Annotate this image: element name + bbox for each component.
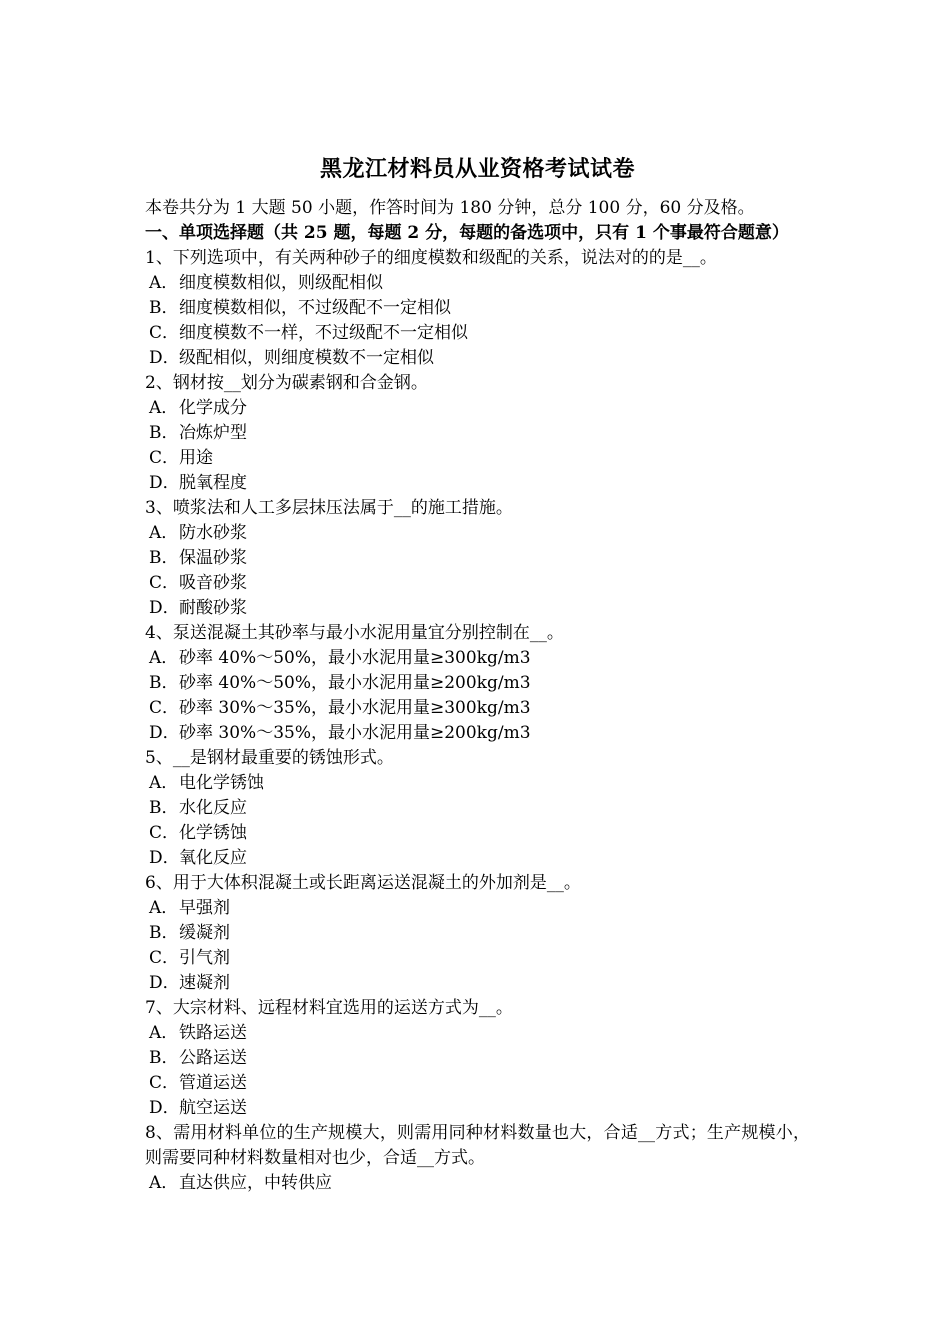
option-text: 速凝剂	[179, 973, 230, 993]
option-text: 化学锈蚀	[179, 823, 247, 843]
answer-option	[145, 421, 810, 446]
option-letter: B．	[149, 548, 179, 568]
answer-option	[145, 896, 810, 921]
option-letter: A．	[149, 648, 179, 668]
question-stem: 8、需用材料单位的生产规模大，则需用同种材料数量也大，合适__方式；生产规模小，则需要同种材料数量相对也少，合适__方式。	[145, 1123, 810, 1168]
question-stem: 7、大宗材料、远程材料宜选用的运送方式为__。	[145, 998, 513, 1018]
answer-option	[145, 796, 810, 821]
question-stem: 6、用于大体积混凝土或长距离运送混凝土的外加剂是__。	[145, 873, 581, 893]
answer-option	[145, 346, 810, 371]
question-item	[145, 871, 810, 996]
option-text: 电化学锈蚀	[179, 773, 264, 793]
option-letter: C．	[149, 573, 180, 593]
answer-option	[145, 671, 810, 696]
answer-option	[145, 821, 810, 846]
option-text: 脱氧程度	[179, 473, 247, 493]
answer-option	[145, 1046, 810, 1071]
option-text: 航空运送	[179, 1098, 247, 1118]
option-letter: B．	[149, 298, 179, 318]
question-item	[145, 496, 810, 621]
option-letter: B．	[149, 423, 179, 443]
option-letter: C．	[149, 1073, 180, 1093]
answer-option	[145, 446, 810, 471]
answer-option	[145, 946, 810, 971]
exam-intro: 本卷共分为 1 大题 50 小题，作答时间为 180 分钟，总分 100 分，60 分及格。	[145, 198, 755, 218]
option-text: 缓凝剂	[179, 923, 230, 943]
answer-option	[145, 1071, 810, 1096]
option-letter: C．	[149, 448, 180, 468]
question-item	[145, 746, 810, 871]
answer-option	[145, 971, 810, 996]
option-text: 级配相似，则细度模数不一定相似	[179, 348, 434, 368]
question-item	[145, 621, 810, 746]
answer-option	[145, 771, 810, 796]
question-stem: 1、下列选项中，有关两种砂子的细度模数和级配的关系，说法对的的是__。	[145, 248, 717, 268]
answer-option	[145, 1096, 810, 1121]
option-text: 用途	[179, 448, 213, 468]
question-item	[145, 371, 810, 496]
option-text: 吸音砂浆	[179, 573, 247, 593]
answer-option	[145, 1021, 810, 1046]
option-letter: B．	[149, 1048, 179, 1068]
question-item	[145, 246, 810, 371]
answer-option	[145, 1171, 810, 1196]
option-text: 保温砂浆	[179, 548, 247, 568]
option-letter: A．	[149, 523, 179, 543]
option-text: 管道运送	[179, 1073, 247, 1093]
option-text: 早强剂	[179, 898, 230, 918]
question-stem: 5、__是钢材最重要的锈蚀形式。	[145, 748, 394, 768]
answer-option	[145, 721, 810, 746]
option-letter: A．	[149, 898, 179, 918]
option-letter: C．	[149, 323, 180, 343]
option-text: 冶炼炉型	[179, 423, 247, 443]
document-title: 黑龙江材料员从业资格考试试卷	[319, 156, 635, 182]
answer-option	[145, 471, 810, 496]
option-text: 防水砂浆	[179, 523, 247, 543]
answer-option	[145, 921, 810, 946]
answer-option	[145, 646, 810, 671]
option-letter: C．	[149, 698, 180, 718]
question-stem: 4、泵送混凝土其砂率与最小水泥用量宜分别控制在__。	[145, 623, 564, 643]
option-letter: D．	[149, 848, 180, 868]
option-text: 细度模数相似，不过级配不一定相似	[179, 298, 451, 318]
option-letter: D．	[149, 473, 180, 493]
option-letter: A．	[149, 1173, 179, 1193]
answer-option	[145, 271, 810, 296]
option-text: 直达供应，中转供应	[179, 1173, 332, 1193]
option-text: 砂率 30%～35%，最小水泥用量≥300kg/m3	[179, 698, 531, 718]
option-letter: A．	[149, 773, 179, 793]
question-stem: 3、喷浆法和人工多层抹压法属于__的施工措施。	[145, 498, 513, 518]
option-letter: A．	[149, 398, 179, 418]
option-text: 细度模数相似，则级配相似	[179, 273, 383, 293]
question-item	[145, 996, 810, 1121]
question-list	[145, 246, 810, 1196]
document-content	[145, 150, 810, 1196]
answer-option	[145, 846, 810, 871]
option-letter: A．	[149, 1023, 179, 1043]
option-letter: D．	[149, 348, 180, 368]
option-letter: B．	[149, 673, 179, 693]
answer-option	[145, 596, 810, 621]
option-text: 砂率 40%～50%，最小水泥用量≥200kg/m3	[179, 673, 531, 693]
option-letter: A．	[149, 273, 179, 293]
option-text: 引气剂	[179, 948, 230, 968]
option-text: 水化反应	[179, 798, 247, 818]
option-letter: D．	[149, 1098, 180, 1118]
option-text: 铁路运送	[179, 1023, 247, 1043]
option-text: 化学成分	[179, 398, 247, 418]
option-text: 细度模数不一样，不过级配不一定相似	[179, 323, 468, 343]
option-letter: B．	[149, 798, 179, 818]
question-stem: 2、钢材按__划分为碳素钢和合金钢。	[145, 373, 428, 393]
answer-option	[145, 571, 810, 596]
option-text: 砂率 30%～35%，最小水泥用量≥200kg/m3	[179, 723, 531, 743]
option-letter: B．	[149, 923, 179, 943]
option-letter: D．	[149, 973, 180, 993]
question-item	[145, 1121, 810, 1196]
answer-option	[145, 521, 810, 546]
option-text: 砂率 40%～50%，最小水泥用量≥300kg/m3	[179, 648, 531, 668]
option-letter: D．	[149, 723, 180, 743]
answer-option	[145, 546, 810, 571]
section-heading: 一、单项选择题（共 25 题，每题 2 分，每题的备选项中，只有 1 个事最符合题意）	[145, 223, 789, 243]
option-text: 氧化反应	[179, 848, 247, 868]
answer-option	[145, 396, 810, 421]
answer-option	[145, 696, 810, 721]
option-text: 公路运送	[179, 1048, 247, 1068]
option-letter: C．	[149, 948, 180, 968]
option-letter: D．	[149, 598, 180, 618]
answer-option	[145, 321, 810, 346]
answer-option	[145, 296, 810, 321]
option-text: 耐酸砂浆	[179, 598, 247, 618]
option-letter: C．	[149, 823, 180, 843]
